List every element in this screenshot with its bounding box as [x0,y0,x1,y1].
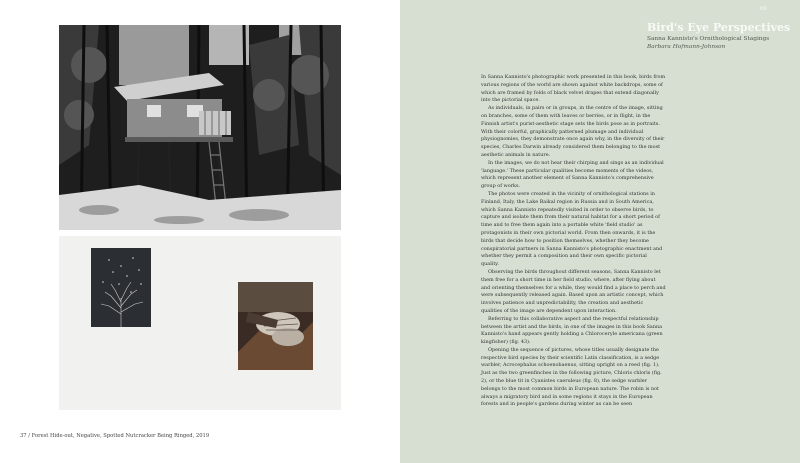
negative-frame-hands [238,282,313,370]
article-body [481,74,666,409]
forest-hideout-illustration [59,25,341,230]
paragraph: As individuals, in pairs or in groups, in the centre of the image, sitting on branches, some of them with leaves or berries, or in flight, in the Finnish artist's purist-aesthetic stage sets the birds pose as in portraits. With their colorful, graphically patterned plumage and individual physiognomies, they demonstrate once again why, in the diversity of their species, Charles Darwin already considered them belonging to the most aesthetic animals in nature. [481,105,665,158]
negative-frame-tree [91,248,151,327]
paragraph: In Sanna Kannisto's photographic work presented in this book, birds from various regions of the world are shown against white backdrops, some of which are framed by folds of black velvet drapes that extend diagonally into the pictorial space. [481,74,666,104]
paragraph: Referring to this collaborative aspect and the respectful relationship between the artist and the birds, in one of the images in this book Sanna Kannisto's hand appears gently holding a Chloroceryle americana (green kingfisher) (fig. 43). [481,315,663,346]
chapter-subtitle: Sanna Kannisto's Ornithological Stagings [647,36,770,43]
paragraph: The photos were created in the vicinity of ornithological stations in Finland, Italy, the Lake Baikal region in Russia and in South America, which Sanna Kannisto repeatedly visited in order to observe birds, to capture and isolate them from their natural habitat for a short period of time and to free them again into a portable white 'field studio' as protagonists in their own pictorial world. From then onwards, it is the birds that decide how to position themselves, whether they become conspiratorial partners in Sanna Kannisto's photographic enactment and whether they permit a composition and their own specific pictorial quality. [481,190,663,268]
forest-hideout-photo [59,25,341,230]
image-caption: 37 / Forest Hide-out, Negative, Spotted Nutcracker Being Ringed, 2019 [20,433,210,439]
chapter-heading [647,22,797,51]
night-tree-illustration [91,248,151,327]
page-number: 69 [760,6,767,12]
paragraph: Observing the birds throughout different seasons, Sanna Kannisto let them free for a short time in her field studio, where, after flying about and orienting themselves for a while, they would find a place to perch and were subsequently released again. Based upon an artistic concept, which involves patience and unpredictability, the creation and aesthetic qualities of the image are dependent upon interaction. [481,268,666,314]
chapter-title: Bird's Eye Perspectives [647,21,791,34]
chapter-author: Barbara Hofmann-Johnson [647,43,726,50]
hands-bird-illustration [238,282,313,370]
paragraph: Opening the sequence of pictures, whose titles usually designate the respective bird species by their scientific Latin classification, is a sedge warbler, Acrocephalus schoenobaenus, sitting upright on a reed (fig. 1). Just as the two greenfinches in the following picture, Chloris chloris (fig. 2), or the blue tit in Cyanistes caeruleus (fig. 8), the sedge warbler belongs to the most common birds in European nature. The robin is not always a migratory bird and in some regions it stays in the European forests and in people's gardens during winter as can be seen [481,346,662,408]
paragraph: In the images, we do not hear their chirping and sings as an individual 'language.' These particular qualities become moments of the videos, which represent another element of Sanna Kannisto's comprehensive group of works. [481,159,664,190]
